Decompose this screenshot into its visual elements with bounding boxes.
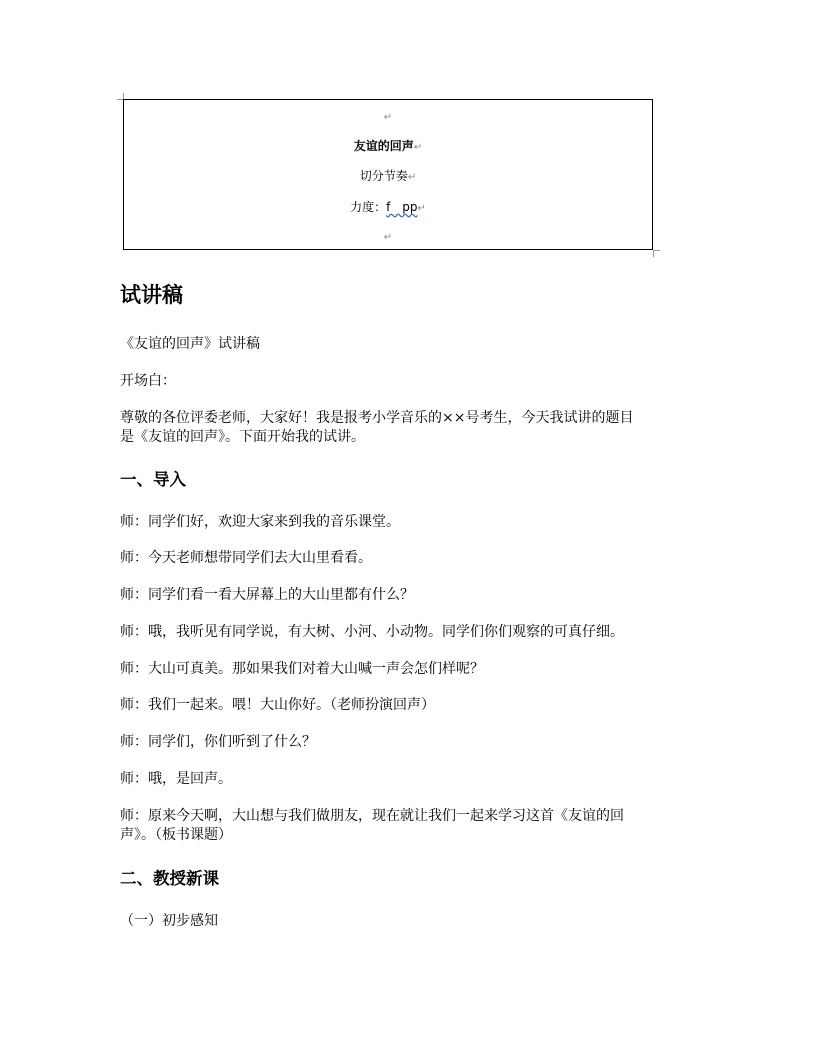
dialogue-line: 师：哦，是回声。	[120, 771, 232, 787]
paragraph-mark-icon: ↵	[383, 232, 393, 243]
subsection-heading: （一）初步感知	[120, 913, 218, 929]
dialogue-line: 师：我们一起来。喂！大山你好。（老师扮演回声）	[120, 697, 435, 713]
dialogue-line: 师：同学们好，欢迎大家来到我的音乐课堂。	[120, 514, 400, 530]
dialogue-line: 师：同学们，你们听到了什么？	[120, 734, 316, 750]
paragraph-mark-icon: ↵	[383, 112, 393, 123]
header-dynamics-symbols: f pp	[386, 200, 418, 214]
crop-mark-bottom-right	[653, 250, 660, 257]
opening-label: 开场白：	[120, 373, 176, 389]
subtitle: 《友谊的回声》试讲稿	[120, 336, 260, 352]
section-heading-introduction: 一、导入	[120, 470, 186, 489]
header-rhythm-text: 切分节奏	[359, 169, 408, 183]
header-title: 友谊的回声	[353, 139, 414, 153]
paragraph-mark-icon: ↵	[413, 142, 423, 153]
paragraph-mark-icon: ↵	[417, 203, 426, 214]
opening-paragraph-line-1: 尊敬的各位评委老师，大家好！我是报考小学音乐的××号考生，今天我试讲的题目	[120, 410, 634, 426]
header-rhythm-line	[124, 169, 652, 185]
dialogue-line: 师：同学们看一看大屏幕上的大山里都有什么？	[120, 587, 414, 603]
header-title-line	[124, 139, 652, 155]
header-dynamics-line	[124, 200, 652, 216]
opening-paragraph-line-2: 是《友谊的回声》。下面开始我的试讲。	[120, 429, 365, 445]
header-dynamics-label: 力度：	[350, 200, 387, 214]
header-paragraph-mark-top	[124, 109, 652, 125]
dialogue-line: 师：哦，我听见有同学说，有大树、小河、小动物。同学们你们观察的可真仔细。	[120, 624, 624, 640]
header-box	[123, 99, 653, 250]
page-title: 试讲稿	[120, 283, 183, 307]
paragraph-mark-icon: ↵	[407, 172, 417, 183]
header-paragraph-mark-bottom	[124, 229, 652, 245]
dialogue-line: 师：今天老师想带同学们去大山里看看。	[120, 550, 372, 566]
dialogue-line-final-1: 师：原来今天啊，大山想与我们做朋友，现在就让我们一起来学习这首《友谊的回	[120, 808, 624, 824]
dialogue-line-final-2: 声》。（板书课题）	[120, 827, 232, 843]
dialogue-line: 师：大山可真美。那如果我们对着大山喊一声会怎们样呢？	[120, 661, 484, 677]
section-heading-new-lesson: 二、教授新课	[120, 869, 219, 888]
